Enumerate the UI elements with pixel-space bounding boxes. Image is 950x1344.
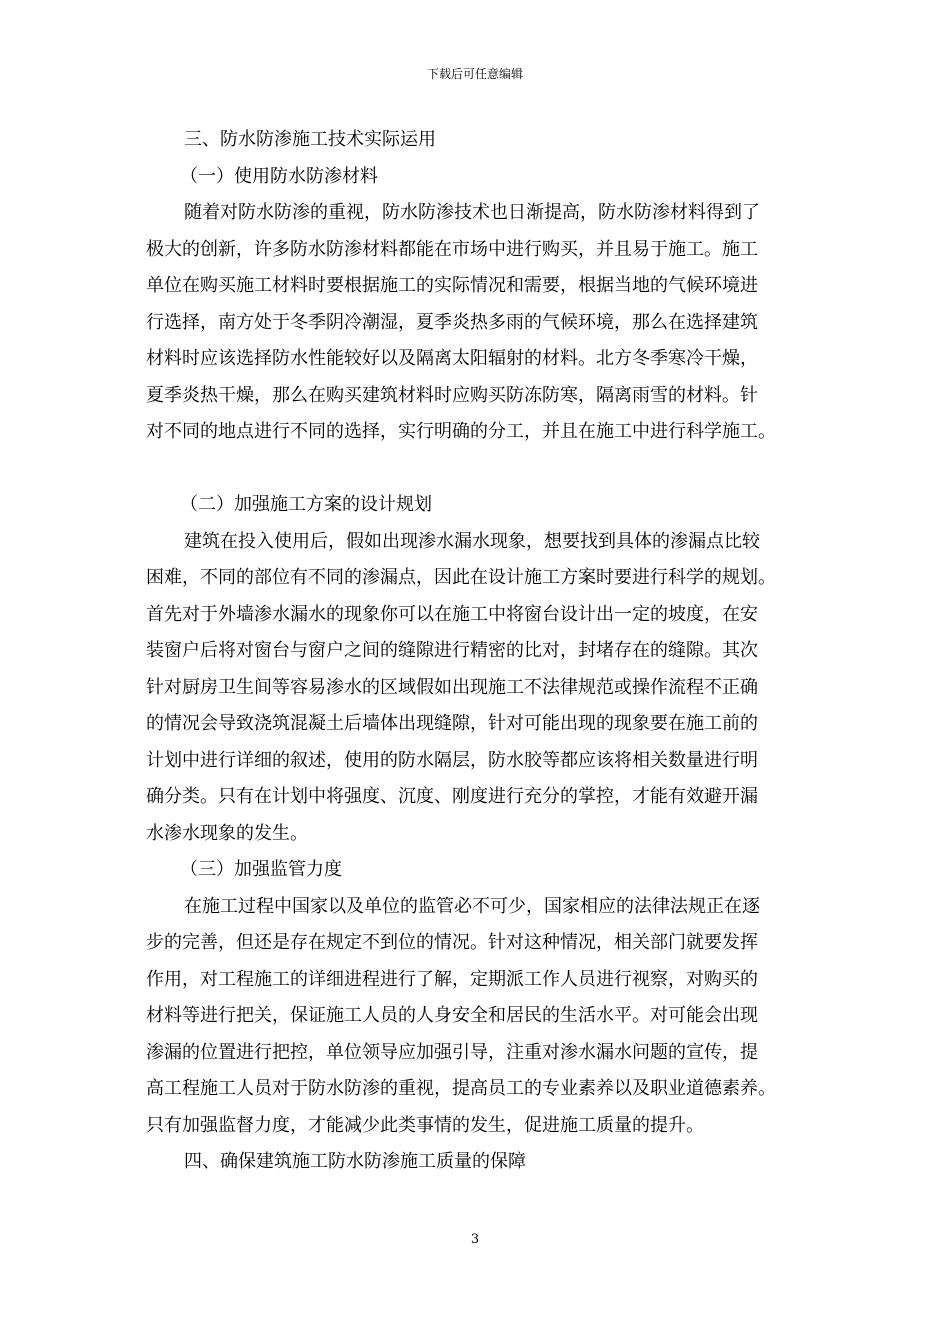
subsection-title-1: （一）使用防水防渗材料 <box>180 165 378 187</box>
subsection-title-2: （二）加强施工方案的设计规划 <box>180 494 432 515</box>
paragraph-line: 步的完善，但还是存在规定不到位的情况。针对这种情况，相关部门就要发挥 <box>146 932 758 953</box>
paragraph-line: 作用，对工程施工的详细进程进行了解，定期派工作人员进行视察，对购买的 <box>146 968 758 990</box>
paragraph-line: 确分类。只有在计划中将强度、沉度、刚度进行充分的掌控，才能有效避开漏 <box>146 786 758 807</box>
paragraph-line: 装窗户后将对窗台与窗户之间的缝隙进行精密的比对，封堵存在的缝隙。其次 <box>146 640 758 661</box>
paragraph-line: 建筑在投入使用后，假如出现渗水漏水现象，想要找到具体的渗漏点比较 <box>184 530 760 552</box>
subsection-title-3: （三）加强监管力度 <box>180 859 342 880</box>
paragraph-line: 材料时应该选择防水性能较好以及隔离太阳辐射的材料。北方冬季寒冷干燥， <box>146 348 758 369</box>
paragraph-line: 渗漏的位置进行把控，单位领导应加强引导，注重对渗水漏水问题的宣传，提 <box>146 1041 758 1063</box>
page-header: 下载后可任意编辑 <box>426 67 523 81</box>
paragraph-line: 水渗水现象的发生。 <box>146 822 308 844</box>
paragraph-line: 首先对于外墙渗水漏水的现象你可以在施工中将窗台设计出一定的坡度，在安 <box>146 603 758 625</box>
paragraph-line: 夏季炎热干燥，那么在购买建筑材料时应购买防冻防寒，隔离雨雪的材料。针 <box>146 384 758 406</box>
paragraph-line: 单位在购买施工材料时要根据施工的实际情况和需要，根据当地的气候环境进 <box>146 275 758 296</box>
section-heading-4: 四、确保建筑施工防水防渗施工质量的保障 <box>184 1151 526 1172</box>
section-heading-3: 三、防水防渗施工技术实际运用 <box>184 129 436 150</box>
paragraph-line: 困难，不同的部位有不同的渗漏点，因此在设计施工方案时要进行科学的规划。 <box>146 567 776 588</box>
paragraph-line: 只有加强监督力度，才能减少此类事情的发生，促进施工质量的提升。 <box>146 1114 704 1136</box>
document-body <box>146 122 836 1181</box>
paragraph-line: 行选择，南方处于冬季阴冷潮湿，夏季炎热多雨的气候环境，那么在选择建筑 <box>146 311 758 333</box>
page-number: 3 <box>470 1232 480 1247</box>
blank-line <box>146 451 836 488</box>
paragraph-line: 针对厨房卫生间等容易渗水的区域假如出现施工不法律规范或操作流程不正确 <box>146 676 758 698</box>
paragraph-line: 的情况会导致浇筑混凝土后墙体出现缝隙，针对可能出现的现象要在施工前的 <box>146 713 758 734</box>
paragraph-line: 高工程施工人员对于防水防渗的重视，提高员工的专业素养以及职业道德素养。 <box>146 1078 776 1099</box>
paragraph-line: 在施工过程中国家以及单位的监管必不可少，国家相应的法律法规正在逐 <box>184 895 760 917</box>
paragraph-line: 极大的创新，许多防水防渗材料都能在市场中进行购买，并且易于施工。施工 <box>146 238 758 260</box>
paragraph-line: 材料等进行把关，保证施工人员的人身安全和居民的生活水平。对可能会出现 <box>146 1005 758 1026</box>
paragraph-line: 对不同的地点进行不同的选择，实行明确的分工，并且在施工中进行科学施工。 <box>146 421 776 442</box>
paragraph-line: 随着对防水防渗的重视，防水防渗技术也日渐提高，防水防渗材料得到了 <box>184 202 760 223</box>
paragraph-line: 计划中进行详细的叙述，使用的防水隔层，防水胶等都应该将相关数量进行明 <box>146 749 758 771</box>
